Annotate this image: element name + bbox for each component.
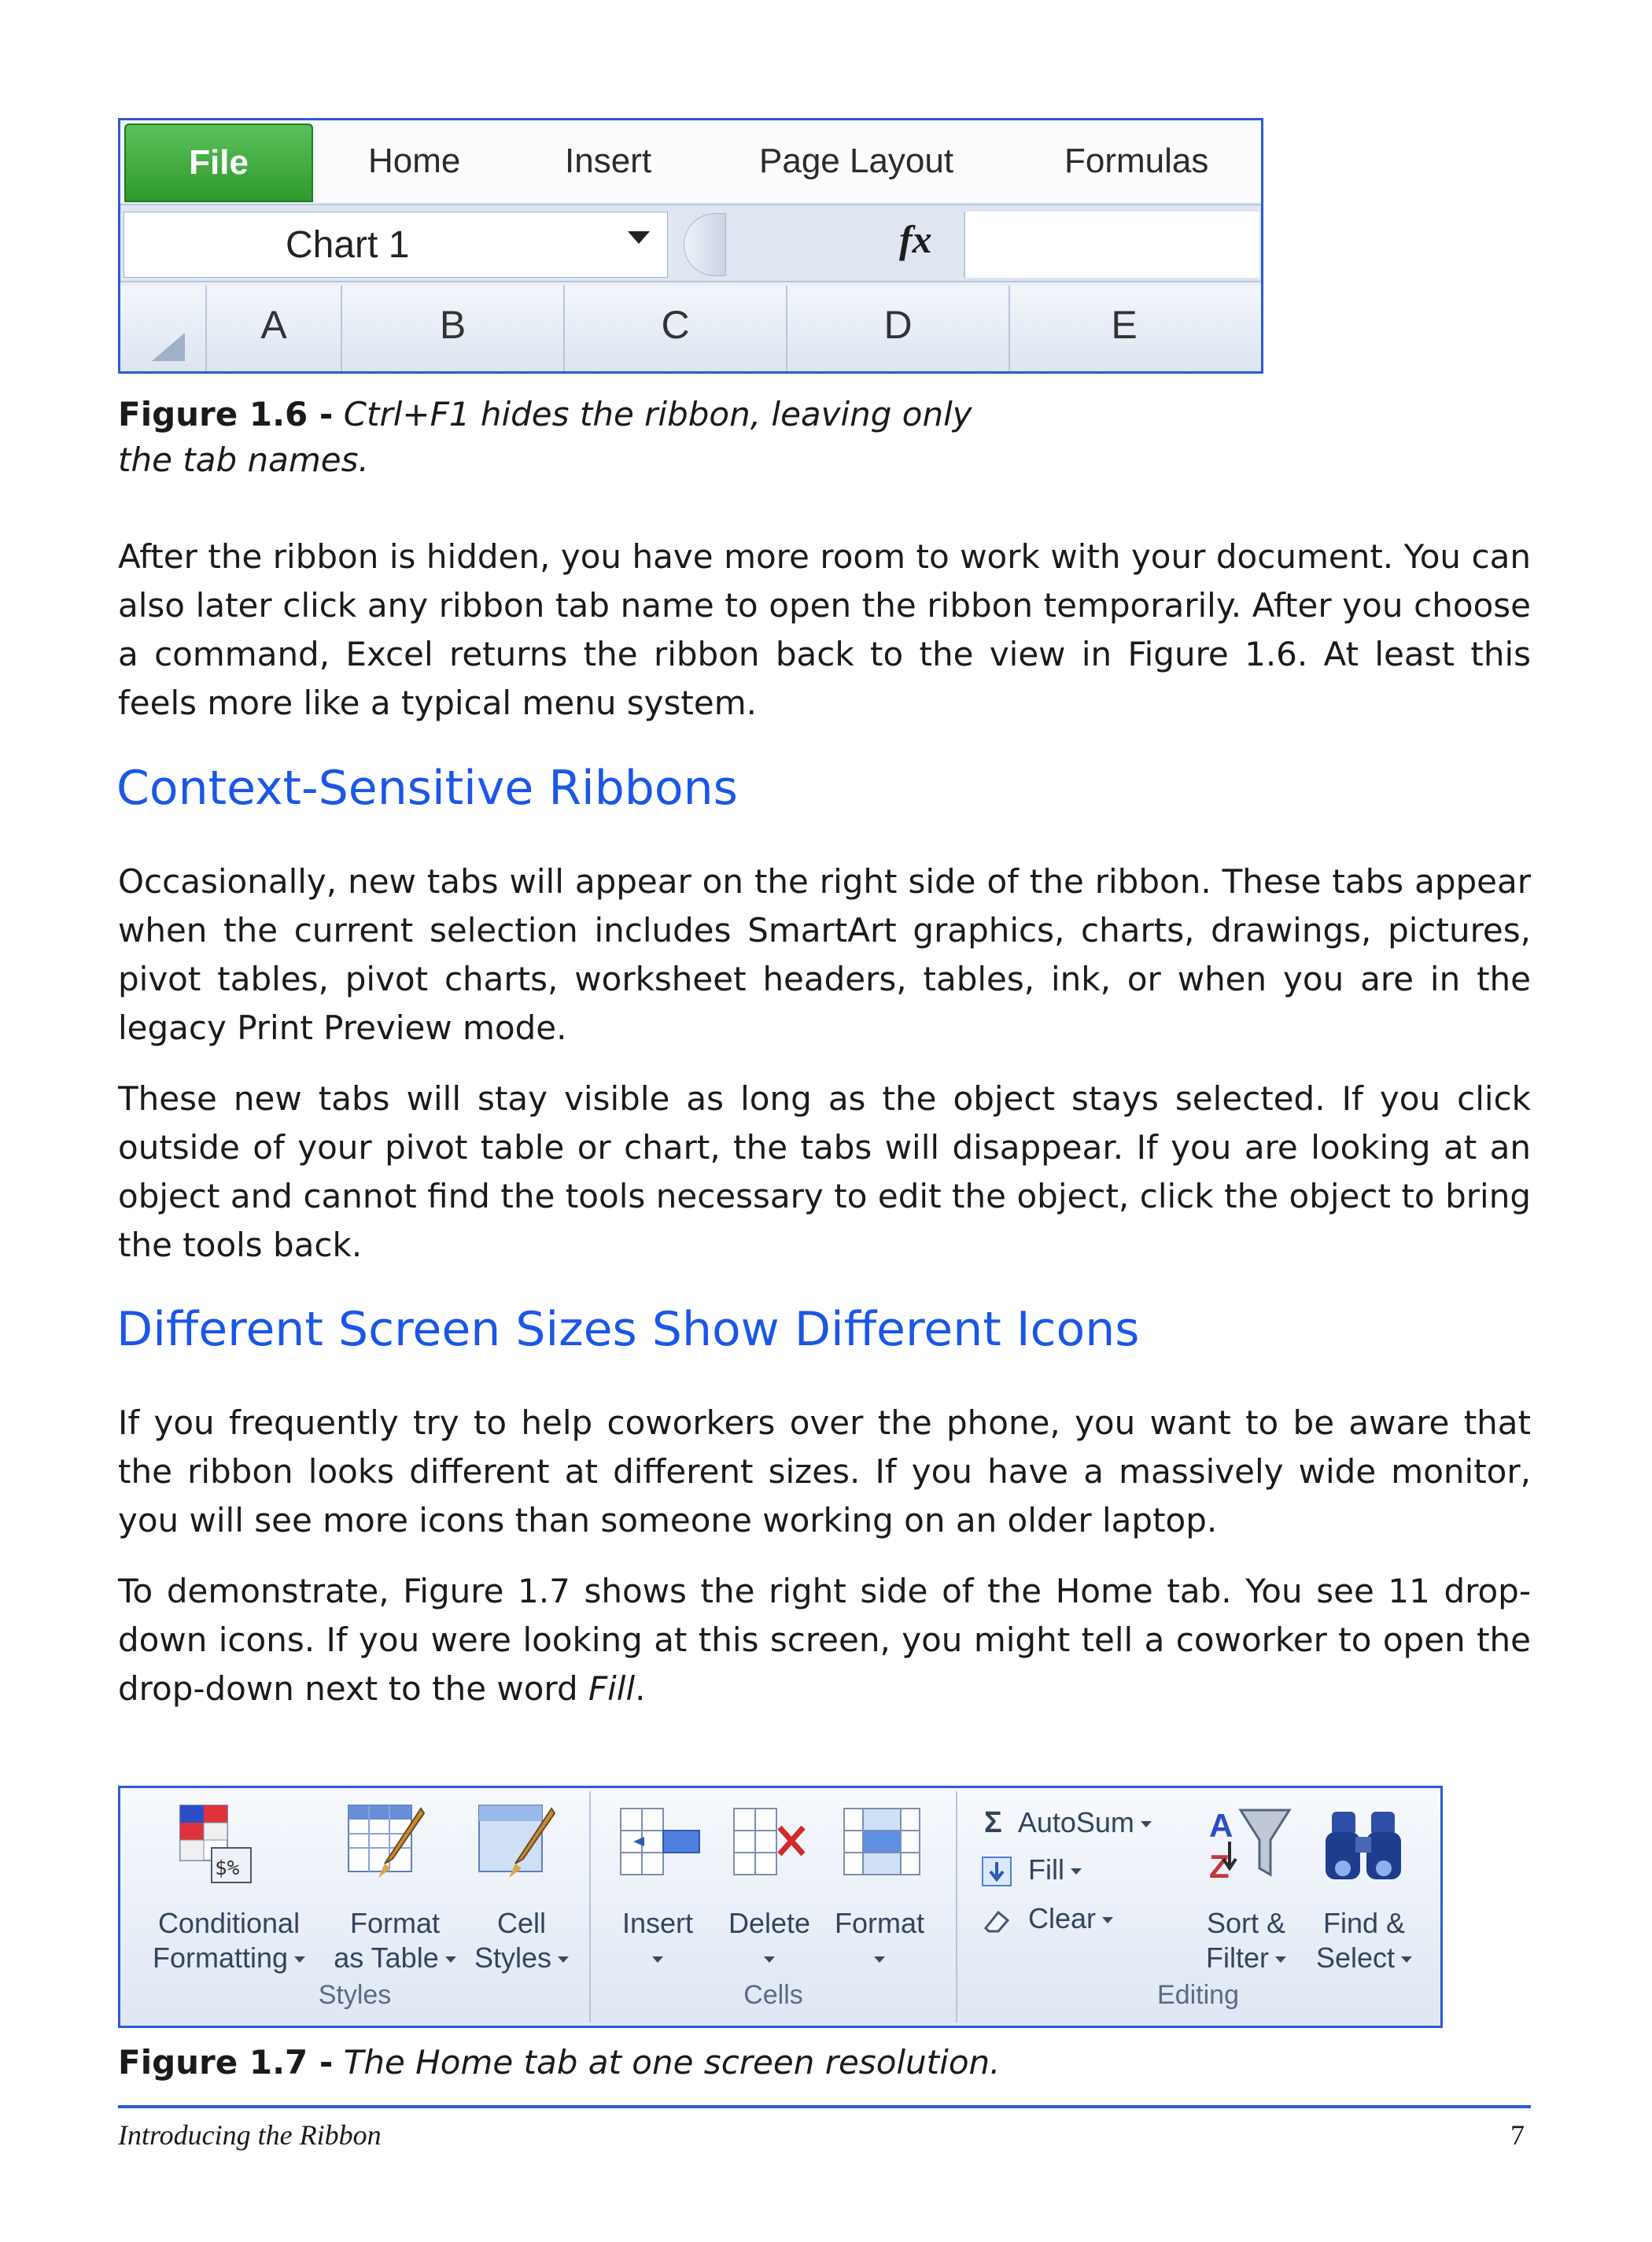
insert-cells-icon xyxy=(618,1805,704,1884)
figure-1-6-caption-label: Figure 1.6 - xyxy=(118,395,334,433)
conditional-formatting-button[interactable] xyxy=(135,1906,323,1975)
sort-filter-icon xyxy=(1206,1802,1292,1887)
format-cells-dropdown-icon[interactable] xyxy=(874,1956,885,1963)
fill-button[interactable] xyxy=(981,1853,1082,1887)
fill-label: Fill xyxy=(1028,1853,1064,1886)
paragraph-coworkers-phone: If you frequently try to help coworkers over the phone, you want to be aware that the ribbon looks different at different sizes. If you have a massively wide monitor, you will see more icons than someone working on an older laptop. xyxy=(118,1403,1531,1540)
ribbon-tab-row xyxy=(120,120,1261,202)
tab-insert[interactable]: Insert xyxy=(565,142,652,180)
delete-cells-caret-row xyxy=(717,1941,822,1975)
insert-cells-button[interactable] xyxy=(605,1906,710,1975)
formula-input[interactable] xyxy=(964,212,1259,278)
format-as-table-label-line1: Format xyxy=(349,1907,440,1939)
sort-filter-dropdown-icon[interactable] xyxy=(1275,1956,1286,1963)
insert-cells-caret-row xyxy=(605,1941,710,1975)
column-header-b[interactable]: B xyxy=(342,286,565,371)
name-box-dropdown-icon[interactable] xyxy=(628,231,650,244)
format-as-table-dropdown-icon[interactable] xyxy=(445,1956,456,1963)
select-all-button[interactable] xyxy=(120,286,207,371)
fill-dropdown-icon[interactable] xyxy=(1071,1868,1082,1875)
formula-bar xyxy=(120,204,1261,282)
format-cells-icon xyxy=(841,1805,927,1884)
footer-rule xyxy=(118,2105,1531,2108)
insert-cells-dropdown-icon[interactable] xyxy=(652,1956,663,1963)
styles-group-label: Styles xyxy=(318,1980,392,2010)
footer-title: Introducing the Ribbon xyxy=(118,2119,382,2151)
autosum-label: AutoSum xyxy=(1017,1806,1134,1838)
figure-1-7-caption xyxy=(118,2040,1000,2085)
paragraph-demonstrate xyxy=(118,1567,1531,1713)
sort-filter-label-line1: Sort & xyxy=(1206,1907,1286,1939)
autosum-button[interactable] xyxy=(984,1805,1152,1840)
tab-formulas[interactable]: Formulas xyxy=(1064,142,1209,180)
column-header-c[interactable]: C xyxy=(565,286,787,371)
cell-styles-dropdown-icon[interactable] xyxy=(558,1956,569,1963)
format-as-table-icon xyxy=(345,1802,427,1887)
figure-1-6-caption-line1: Ctrl+F1 hides the ribbon, leaving only xyxy=(343,395,972,433)
figure-1-7-caption-label: Figure 1.7 - xyxy=(118,2043,334,2082)
cell-styles-icon xyxy=(476,1802,558,1887)
delete-cells-label: Delete xyxy=(728,1907,811,1939)
formula-bar-resize-handle[interactable] xyxy=(684,213,726,276)
cell-styles-button[interactable] xyxy=(466,1906,577,1975)
find-select-dropdown-icon[interactable] xyxy=(1401,1956,1412,1963)
paragraph-tabs-visible: These new tabs will stay visible as long as the object stays selected. If you click outside of your pivot table or chart, the tabs will disappear. If you are looking at an object and cannot find the tools necessary to edit the object, click the object to bring the tools back. xyxy=(118,1079,1531,1264)
page-number: 7 xyxy=(1510,2119,1525,2151)
paragraph-new-tabs: Occasionally, new tabs will appear on the right side of the ribbon. These tabs appear when the current selection includes SmartArt graphics, charts, drawings, pictures, pivot tables, pivot charts, worksheet headers, tables, ink, or when you are in the legacy Print Preview mode. xyxy=(118,862,1531,1047)
find-select-button[interactable] xyxy=(1305,1906,1423,1975)
delete-cells-icon xyxy=(731,1805,817,1884)
paragraph-demonstrate-end: . xyxy=(635,1669,646,1708)
cell-styles-label-line2: Styles xyxy=(466,1941,577,1975)
format-cells-label: Format xyxy=(834,1907,924,1939)
select-all-triangle-icon xyxy=(152,333,185,361)
column-header-a[interactable]: A xyxy=(207,286,342,371)
find-select-label-line1: Find & xyxy=(1322,1907,1406,1939)
figure-1-6-caption xyxy=(118,392,972,483)
eraser-icon xyxy=(981,1905,1012,1936)
binoculars-icon xyxy=(1322,1802,1409,1887)
column-header-d[interactable]: D xyxy=(787,286,1010,371)
figure-1-6-caption-line2: the tab names. xyxy=(118,441,369,479)
find-select-label-line2: Select xyxy=(1305,1941,1423,1975)
paragraph-demonstrate-text: To demonstrate, Figure 1.7 shows the right side of the Home tab. You see 11 drop-down icons. If you were looking at this screen, you might tell a coworker to open the drop-down next to the word xyxy=(118,1572,1531,1708)
conditional-formatting-label-line1: Conditional xyxy=(157,1907,301,1939)
paragraph-demonstrate-fill: Fill xyxy=(588,1669,636,1708)
clear-button[interactable] xyxy=(981,1901,1113,1936)
format-as-table-button[interactable] xyxy=(323,1906,466,1975)
name-box[interactable] xyxy=(124,212,668,278)
figure-1-6-screenshot xyxy=(118,118,1263,374)
svg-text:A: A xyxy=(1209,1807,1233,1844)
insert-cells-label: Insert xyxy=(621,1907,694,1939)
heading-context-sensitive-ribbons: Context-Sensitive Ribbons xyxy=(116,761,738,816)
clear-label: Clear xyxy=(1028,1902,1097,1934)
cells-group-label: Cells xyxy=(743,1980,803,2010)
autosum-dropdown-icon[interactable] xyxy=(1141,1821,1152,1827)
conditional-formatting-icon xyxy=(177,1802,256,1887)
delete-cells-dropdown-icon[interactable] xyxy=(764,1956,775,1963)
fill-down-icon xyxy=(981,1856,1012,1887)
format-cells-caret-row xyxy=(827,1941,932,1975)
insert-function-icon[interactable]: fx xyxy=(899,217,932,261)
name-box-value: Chart 1 xyxy=(286,224,410,266)
column-header-e[interactable]: E xyxy=(1111,303,1138,347)
figure-1-7-caption-text: The Home tab at one screen resolution. xyxy=(343,2043,1001,2082)
delete-cells-button[interactable] xyxy=(717,1906,822,1975)
heading-different-screen-sizes: Different Screen Sizes Show Different Icons xyxy=(116,1302,1140,1357)
clear-dropdown-icon[interactable] xyxy=(1102,1917,1113,1923)
svg-text:$%: $% xyxy=(215,1857,240,1880)
sort-filter-label-line2: Filter xyxy=(1187,1941,1305,1975)
tab-file[interactable]: File xyxy=(124,124,313,202)
column-header-row xyxy=(120,286,1261,371)
editing-group-label: Editing xyxy=(1157,1980,1239,2010)
format-cells-button[interactable] xyxy=(827,1906,932,1975)
conditional-formatting-label-line2: Formatting xyxy=(135,1941,323,1975)
sort-filter-button[interactable] xyxy=(1187,1906,1305,1975)
format-as-table-label-line2: as Table xyxy=(323,1941,466,1975)
sigma-icon: Σ xyxy=(984,1806,1002,1839)
conditional-formatting-dropdown-icon[interactable] xyxy=(294,1956,305,1963)
figure-1-7-ribbon-screenshot xyxy=(118,1786,1443,2028)
tab-home[interactable]: Home xyxy=(368,142,461,180)
tab-page-layout[interactable]: Page Layout xyxy=(759,142,954,180)
svg-text:Z: Z xyxy=(1209,1848,1230,1885)
cell-styles-label-line1: Cell xyxy=(496,1907,546,1939)
paragraph-ribbon-hidden: After the ribbon is hidden, you have more room to work with your document. You can also later click any ribbon tab name to open the ribbon temporarily. After you choose a command, Excel returns the ribbon back to the view in Figure 1.6. At least this feels more like a typical menu system. xyxy=(118,537,1531,722)
